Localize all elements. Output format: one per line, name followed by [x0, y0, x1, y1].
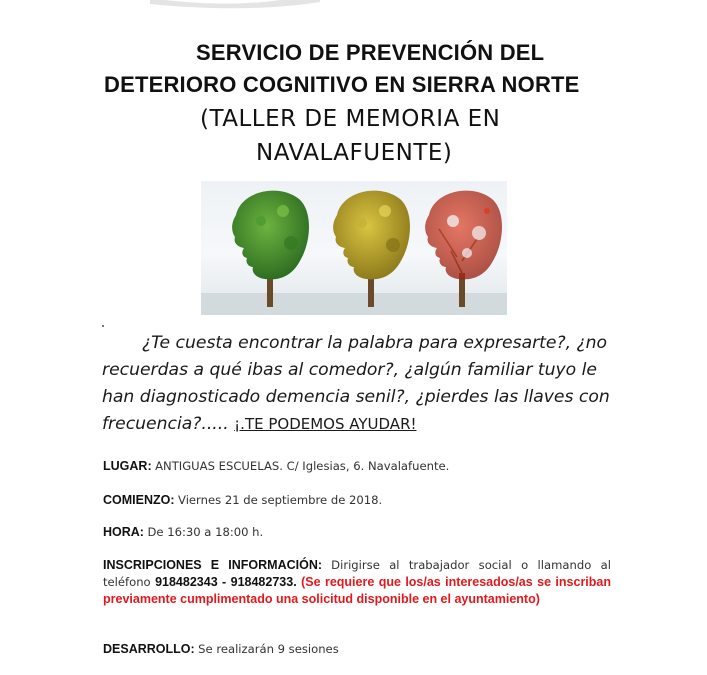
- registration-paragraph: [103, 557, 611, 608]
- yellow-head-tree: [333, 191, 410, 307]
- green-head-tree: [232, 191, 309, 307]
- registration-label: INSCRIPCIONES E INFORMACIÓN:: [103, 558, 323, 572]
- time-line: [103, 525, 263, 539]
- sessions-line: [103, 642, 339, 656]
- page-subtitle-line-1: (TALLER DE MEMORIA EN: [200, 106, 501, 132]
- registration-value: Dirigirse al trabajador social o llamando al teléfono: [103, 558, 611, 589]
- page-title-line-2: DETERIORO COGNITIVO EN SIERRA NORTE: [104, 72, 580, 97]
- page-title-line-1: SERVICIO DE PREVENCIÓN DEL: [196, 40, 545, 65]
- help-callout: ¡.TE PODEMOS AYUDAR!: [234, 415, 417, 433]
- location-label: LUGAR:: [103, 459, 152, 473]
- sessions-value: Se realizarán 9 sesiones: [198, 642, 339, 656]
- time-label: HORA:: [103, 525, 144, 539]
- start-value: Viernes 21 de septiembre de 2018.: [178, 493, 383, 507]
- registration-note: (Se requiere que los/as interesados/as se inscriban previamente cumplimentado una solicitud disponible en el ayuntamiento): [103, 575, 612, 606]
- location-line: [103, 459, 449, 473]
- start-label: COMIENZO:: [103, 493, 175, 507]
- time-value: De 16:30 a 18:00 h.: [147, 525, 264, 539]
- stray-dot: [102, 325, 104, 327]
- tree-heads-graphic: [201, 181, 507, 315]
- sessions-label: DESARROLLO:: [103, 642, 195, 656]
- phone-numbers: 918482343 - 918482733.: [155, 575, 297, 589]
- page-subtitle-line-2: NAVALAFUENTE): [256, 140, 453, 166]
- location-value: ANTIGUAS ESCUELAS. C/ Iglesias, 6. Navalafuente.: [155, 459, 450, 473]
- top-decorative-graphic: [150, 0, 320, 12]
- red-head-tree: [425, 191, 502, 307]
- intro-text: ¿Te cuesta encontrar la palabra para expresarte?, ¿no recuerdas a qué ibas al comedor?, ¿algún familiar tuyo le han diagnosticado demencia senil?, ¿pierdes las llaves con frecuencia?.....: [102, 333, 610, 434]
- tree-heads-illustration: [201, 181, 507, 315]
- intro-paragraph: [102, 330, 622, 438]
- start-line: [103, 493, 382, 507]
